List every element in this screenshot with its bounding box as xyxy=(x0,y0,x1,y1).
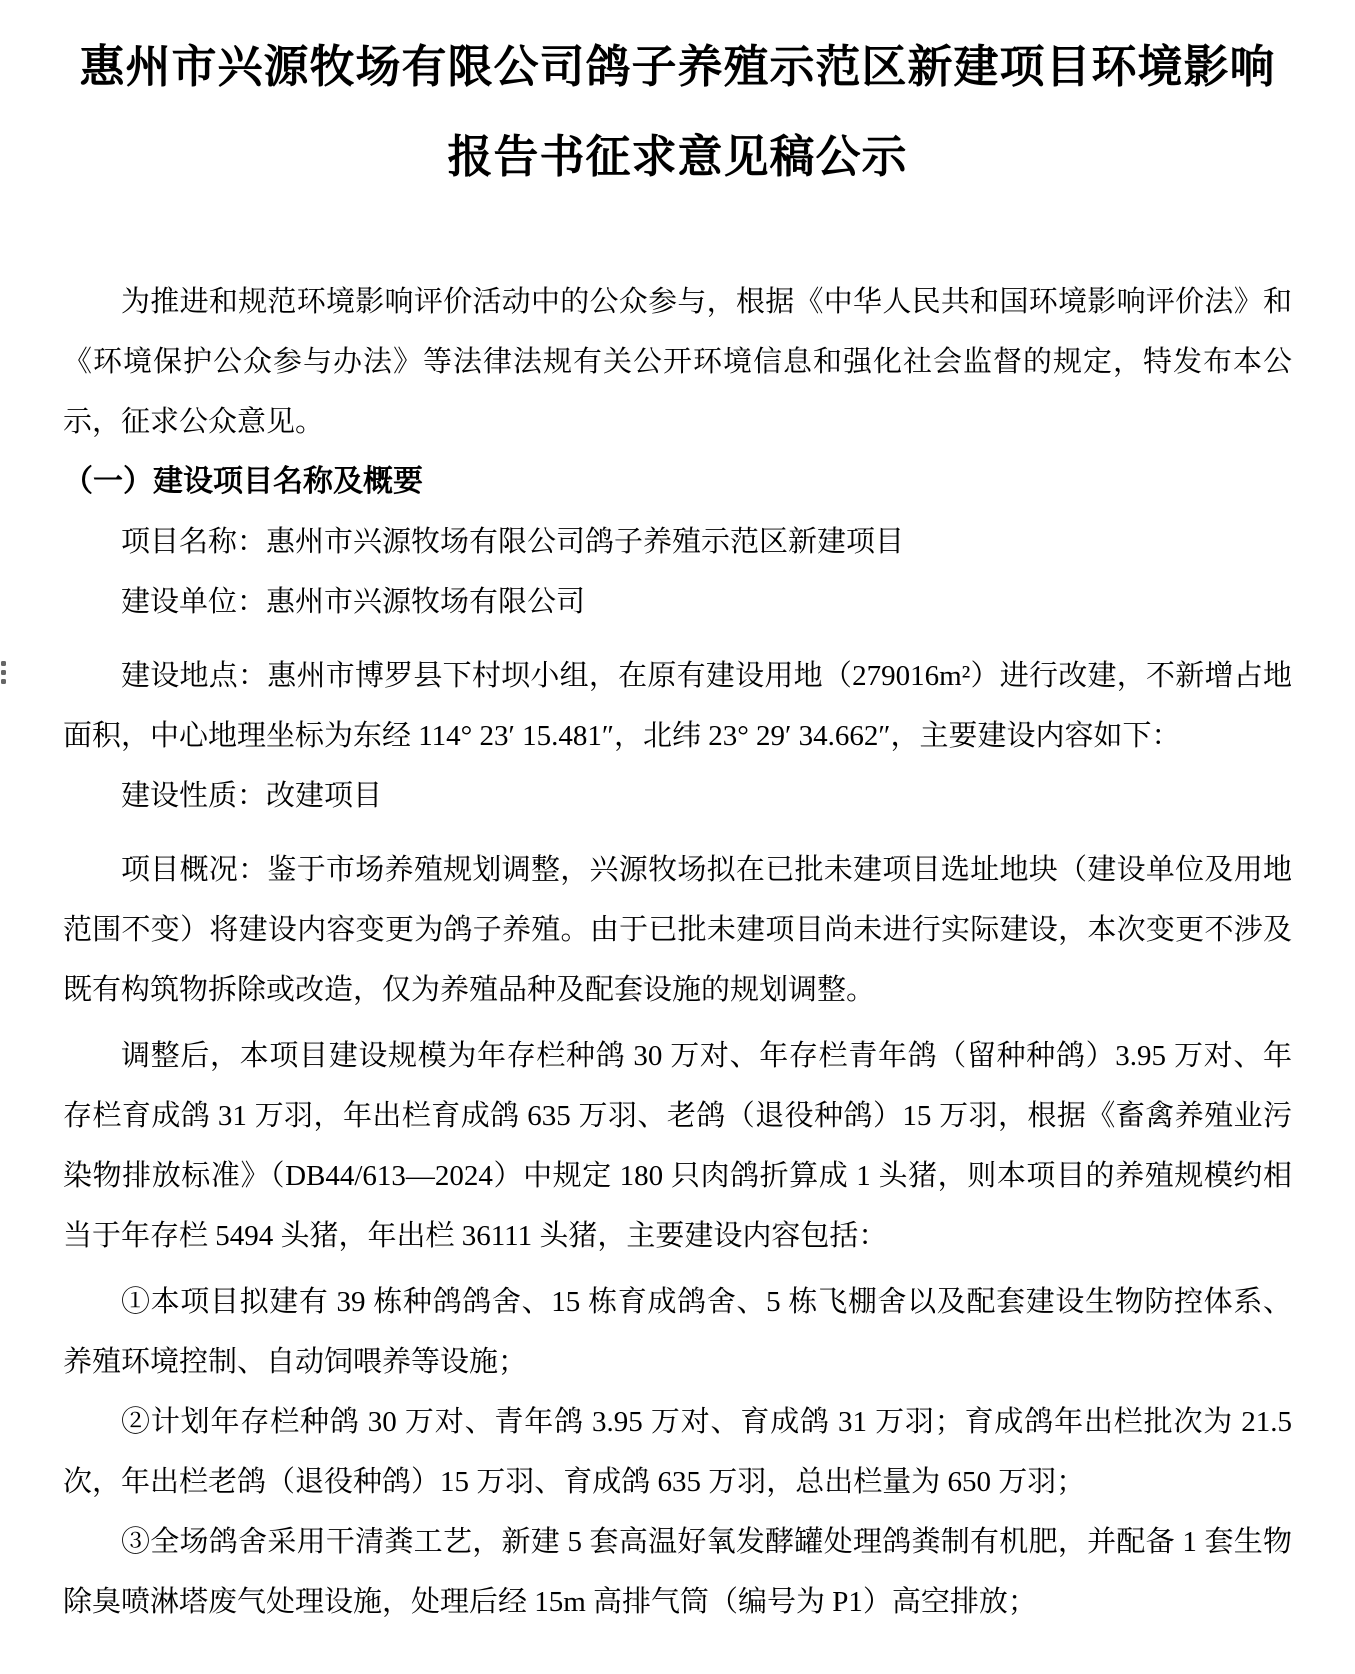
handle-dot-icon xyxy=(1,679,6,684)
paragraph-item-1: ①本项目拟建有 39 栋种鸽鸽舍、15 栋育成鸽舍、5 栋飞棚舍以及配套建设生物防控体系、养殖环境控制、自动饲喂养等设施； xyxy=(63,1286,1292,1378)
paragraph-item-2: ②计划年存栏种鸽 30 万对、青年鸽 3.95 万对、育成鸽 31 万羽；育成鸽年出栏批次为 21.5 次，年出栏老鸽（退役种鸽）15 万羽、育成鸽 635 万羽，总出栏量为 650 万羽； xyxy=(63,1406,1292,1498)
document-title-line-1: 惠州市兴源牧场有限公司鸽子养殖示范区新建项目环境影响 xyxy=(79,41,1276,92)
paragraph-project-name: 项目名称：惠州市兴源牧场有限公司鸽子养殖示范区新建项目 xyxy=(121,526,905,558)
paragraph-construction-site: 建设地点：惠州市博罗县下村坝小组，在原有建设用地（279016m²）进行改建，不新增占地面积，中心地理坐标为东经 114° 23′ 15.481″，北纬 23° 29′ 34.662″，主要建设内容如下： xyxy=(63,660,1292,752)
document-title-line-2: 报告书征求意见稿公示 xyxy=(447,131,908,182)
document-title xyxy=(63,22,1292,202)
paragraph-intro: 为推进和规范环境影响评价活动中的公众参与，根据《中华人民共和国环境影响评价法》和《环境保护公众参与办法》等法律法规有关公开环境信息和强化社会监督的规定，特发布本公示，征求公众意见。 xyxy=(63,286,1292,438)
handle-dot-icon xyxy=(1,670,6,675)
paragraph-item-3: ③全场鸽舍采用干清粪工艺，新建 5 套高温好氧发酵罐处理鸽粪制有机肥，并配备 1 套生物除臭喷淋塔废气处理设施，处理后经 15m 高排气筒（编号为 P1）高空排放； xyxy=(63,1526,1292,1618)
section-heading-project-overview: （一）建设项目名称及概要 xyxy=(63,465,423,498)
paragraph-construction-nature: 建设性质：改建项目 xyxy=(121,780,383,812)
paragraph-construction-unit: 建设单位：惠州市兴源牧场有限公司 xyxy=(121,586,586,618)
side-drag-handle-icon[interactable] xyxy=(1,661,7,684)
handle-dot-icon xyxy=(1,661,6,666)
paragraph-project-summary: 项目概况：鉴于市场养殖规划调整，兴源牧场拟在已批未建项目选址地块（建设单位及用地范围不变）将建设内容变更为鸽子养殖。由于已批未建项目尚未进行实际建设，本次变更不涉及既有构筑物拆除或改造，仅为养殖品种及配套设施的规划调整。 xyxy=(63,854,1292,1006)
paragraph-adjusted-scale: 调整后，本项目建设规模为年存栏种鸽 30 万对、年存栏青年鸽（留种种鸽）3.95 万对、年存栏育成鸽 31 万羽，年出栏育成鸽 635 万羽、老鸽（退役种鸽）15 万羽，根据《畜禽养殖业污染物排放标准》（DB44/613—2024）中规定 180 只肉鸽折算成 1 头猪，则本项目的养殖规模约相当于年存栏 5494 头猪，年出栏 36111 头猪，主要建设内容包括： xyxy=(63,1040,1292,1252)
